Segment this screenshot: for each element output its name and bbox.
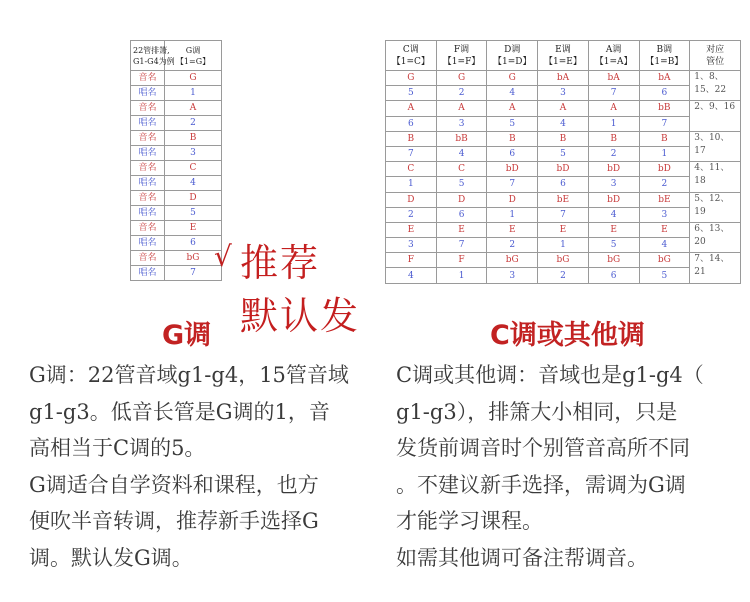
header-cell: A调 【1=A】	[588, 41, 639, 71]
table-cell: 2	[386, 207, 437, 222]
table-row	[131, 191, 222, 206]
table-row	[386, 207, 741, 222]
table-cell: 5	[639, 268, 690, 283]
table-cell: 2	[588, 146, 639, 161]
table-cell: A	[538, 101, 589, 116]
table-cell: B	[386, 131, 437, 146]
table-cell: bG	[639, 253, 690, 268]
row-label: 唱名	[131, 176, 165, 191]
table-cell: B	[538, 131, 589, 146]
row-value: 5	[165, 206, 222, 221]
row-label: 音名	[131, 131, 165, 146]
table-cell: B	[487, 131, 538, 146]
g-key-table	[130, 40, 222, 281]
table-cell: F	[436, 253, 487, 268]
table-row	[386, 268, 741, 283]
table-cell: 7	[436, 238, 487, 253]
row-value: bG	[165, 251, 222, 266]
table-row	[131, 236, 222, 251]
table-row	[386, 131, 741, 146]
table-row	[386, 86, 741, 101]
table-cell: bA	[538, 71, 589, 86]
table-row	[131, 206, 222, 221]
default-label: 默认发	[240, 294, 361, 338]
table-cell: 6	[639, 86, 690, 101]
table-cell: bA	[588, 71, 639, 86]
table-cell: 6	[436, 207, 487, 222]
table-cell: A	[487, 101, 538, 116]
table-row	[386, 71, 741, 86]
table-row	[131, 71, 222, 86]
table-cell: 1	[436, 268, 487, 283]
table-cell: bG	[538, 253, 589, 268]
other-keys-table-header	[386, 41, 741, 71]
row-value: 7	[165, 266, 222, 281]
table-cell: bD	[588, 192, 639, 207]
g-key-title: G调	[162, 320, 212, 351]
table-cell: 2	[436, 86, 487, 101]
table-cell: 4	[386, 268, 437, 283]
table-cell: E	[436, 222, 487, 237]
table-cell: B	[639, 131, 690, 146]
table-cell: A	[588, 101, 639, 116]
table-cell: 3	[588, 177, 639, 192]
table-cell: 5	[386, 86, 437, 101]
description-line: 调。默认发G调。	[29, 545, 193, 570]
table-cell: 4	[436, 146, 487, 161]
table-row	[386, 192, 741, 207]
row-label: 唱名	[131, 236, 165, 251]
table-cell: 6	[487, 146, 538, 161]
table-cell: 1	[487, 207, 538, 222]
other-keys-description	[396, 357, 746, 576]
row-label: 音名	[131, 191, 165, 206]
table-cell: bE	[639, 192, 690, 207]
table-row	[386, 162, 741, 177]
table-cell: 7	[639, 116, 690, 131]
check-mark-icon: √	[214, 240, 232, 273]
table-cell: 4	[639, 238, 690, 253]
table-cell: C	[386, 162, 437, 177]
table-cell: 6	[538, 177, 589, 192]
row-label: 唱名	[131, 206, 165, 221]
table-row	[131, 146, 222, 161]
table-cell: B	[588, 131, 639, 146]
table-cell: 3	[436, 116, 487, 131]
description-line: 便吹半音转调，推荐新手选择G	[29, 509, 319, 533]
g-key-table-header-label: 22管排箫, G1-G4为例	[131, 41, 165, 71]
pipe-position-cell: 7、14、21	[690, 253, 741, 283]
table-cell: 4	[588, 207, 639, 222]
table-cell: 6	[588, 268, 639, 283]
table-cell: F	[386, 253, 437, 268]
table-cell: bD	[588, 162, 639, 177]
row-label: 音名	[131, 251, 165, 266]
g-key-table-header-key: G调 【1=G】	[165, 41, 222, 71]
row-label: 唱名	[131, 146, 165, 161]
table-cell: C	[436, 162, 487, 177]
row-value: 1	[165, 86, 222, 101]
table-cell: 4	[487, 86, 538, 101]
header-cell: C调 【1=C】	[386, 41, 437, 71]
table-row	[386, 177, 741, 192]
header-cell: E调 【1=E】	[538, 41, 589, 71]
description-line: 如需其他调可备注帮调音。	[396, 545, 648, 570]
row-value: C	[165, 161, 222, 176]
table-cell: E	[538, 222, 589, 237]
table-cell: A	[386, 101, 437, 116]
description-line: G调：22管音域g1-g4，15管音域	[29, 363, 349, 387]
description-line: 才能学习课程。	[396, 509, 543, 533]
table-cell: 1	[588, 116, 639, 131]
description-line: G调适合自学资料和课程，也方	[29, 472, 319, 497]
table-cell: 7	[386, 146, 437, 161]
table-cell: 4	[538, 116, 589, 131]
table-cell: 5	[487, 116, 538, 131]
table-cell: 3	[538, 86, 589, 101]
table-cell: 2	[538, 268, 589, 283]
table-cell: D	[436, 192, 487, 207]
table-cell: 3	[639, 207, 690, 222]
row-label: 音名	[131, 71, 165, 86]
table-cell: D	[487, 192, 538, 207]
table-cell: bB	[639, 101, 690, 116]
table-cell: bD	[487, 162, 538, 177]
table-cell: bD	[639, 162, 690, 177]
pipe-position-cell: 2、9、16	[690, 101, 741, 131]
pipe-position-cell: 4、11、18	[690, 162, 741, 192]
table-row	[386, 238, 741, 253]
pipe-position-cell: 1、8、15、22	[690, 71, 741, 101]
table-row	[131, 161, 222, 176]
description-line: C调或其他调：音域也是g1-g4（	[396, 363, 704, 387]
row-value: B	[165, 131, 222, 146]
table-cell: bG	[487, 253, 538, 268]
table-cell: 1	[538, 238, 589, 253]
table-cell: bE	[538, 192, 589, 207]
table-row	[131, 266, 222, 281]
pipe-position-cell: 3、10、17	[690, 131, 741, 161]
table-cell: 1	[639, 146, 690, 161]
table-cell: 5	[588, 238, 639, 253]
description-line: 高相当于C调的5。	[29, 436, 206, 460]
row-value: 2	[165, 116, 222, 131]
table-cell: 7	[487, 177, 538, 192]
row-label: 唱名	[131, 266, 165, 281]
table-row	[386, 116, 741, 131]
table-cell: 6	[386, 116, 437, 131]
table-cell: E	[487, 222, 538, 237]
table-cell: A	[436, 101, 487, 116]
pipe-position-cell: 5、12、19	[690, 192, 741, 222]
row-value: 6	[165, 236, 222, 251]
row-label: 唱名	[131, 86, 165, 101]
table-cell: 5	[436, 177, 487, 192]
row-value: A	[165, 101, 222, 116]
table-cell: G	[487, 71, 538, 86]
table-cell: G	[386, 71, 437, 86]
table-cell: 2	[487, 238, 538, 253]
table-row	[386, 222, 741, 237]
table-cell: 2	[639, 177, 690, 192]
table-row	[131, 251, 222, 266]
g-key-description	[29, 357, 379, 576]
table-row	[131, 86, 222, 101]
row-value: G	[165, 71, 222, 86]
g-key-table-header	[131, 41, 222, 71]
other-keys-table	[385, 40, 741, 284]
table-row	[131, 101, 222, 116]
table-cell: 5	[538, 146, 589, 161]
row-label: 音名	[131, 101, 165, 116]
header-cell: F调 【1=F】	[436, 41, 487, 71]
table-cell: 3	[386, 238, 437, 253]
row-label: 音名	[131, 161, 165, 176]
table-cell: 7	[538, 207, 589, 222]
row-label: 唱名	[131, 116, 165, 131]
table-cell: E	[639, 222, 690, 237]
table-row	[386, 253, 741, 268]
table-cell: bD	[538, 162, 589, 177]
row-value: 3	[165, 146, 222, 161]
table-cell: bG	[588, 253, 639, 268]
table-row	[131, 221, 222, 236]
row-value: 4	[165, 176, 222, 191]
table-cell: 1	[386, 177, 437, 192]
pipe-position-cell: 6、13、20	[690, 222, 741, 252]
table-cell: bA	[639, 71, 690, 86]
header-cell: 对应 管位	[690, 41, 741, 71]
table-row	[131, 116, 222, 131]
table-cell: D	[386, 192, 437, 207]
table-cell: E	[386, 222, 437, 237]
other-keys-title: C调或其他调	[490, 320, 645, 351]
table-cell: G	[436, 71, 487, 86]
header-cell: B调 【1=B】	[639, 41, 690, 71]
table-cell: bB	[436, 131, 487, 146]
description-line: g1-g3），排箫大小相同，只是	[396, 399, 678, 424]
header-cell: D调 【1=D】	[487, 41, 538, 71]
table-row	[386, 146, 741, 161]
table-row	[386, 101, 741, 116]
description-line: g1-g3。低音长管是G调的1，音	[29, 399, 330, 424]
row-value: D	[165, 191, 222, 206]
table-cell: 3	[487, 268, 538, 283]
recommend-label: 推荐	[240, 241, 321, 285]
row-label: 音名	[131, 221, 165, 236]
table-cell: E	[588, 222, 639, 237]
description-line: 。不建议新手选择，需调为G调	[396, 472, 686, 497]
description-line: 发货前调音时个别管音高所不同	[396, 436, 690, 460]
table-cell: 7	[588, 86, 639, 101]
table-row	[131, 131, 222, 146]
row-value: E	[165, 221, 222, 236]
table-row	[131, 176, 222, 191]
